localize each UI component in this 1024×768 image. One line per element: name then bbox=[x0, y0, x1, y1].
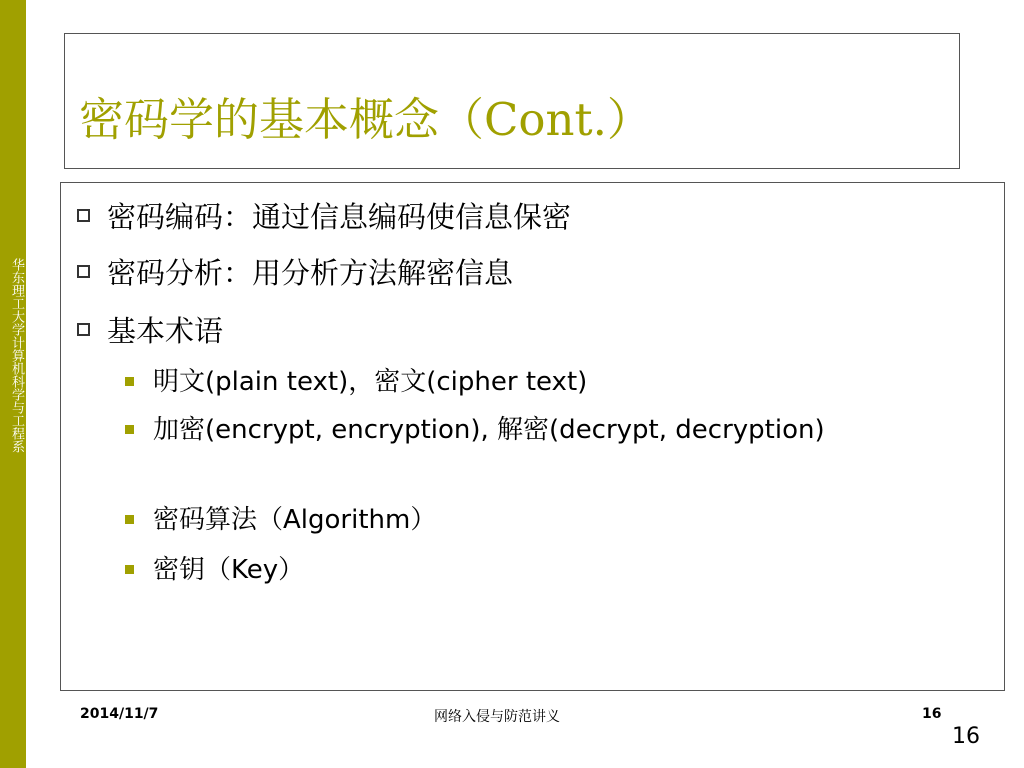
title-placeholder bbox=[64, 33, 960, 169]
slide-title: 密码学的基本概念（Cont.） bbox=[79, 93, 652, 146]
hollow-square-bullet-icon bbox=[77, 265, 90, 278]
sub-bullet-text: 密钥（Key） bbox=[153, 555, 305, 585]
footer-slide-number: 16 bbox=[922, 706, 942, 722]
sub-bullet-item-1 bbox=[125, 363, 845, 401]
bullet-item-3 bbox=[77, 309, 223, 349]
sub-bullet-item-3 bbox=[125, 501, 845, 539]
filled-square-bullet-icon bbox=[125, 515, 134, 524]
sub-bullet-item-2 bbox=[125, 411, 845, 449]
bullet-item-1 bbox=[77, 195, 571, 235]
bullet-text: 密码编码：通过信息编码使信息保密 bbox=[107, 199, 572, 234]
sub-bullet-text: 加密(encrypt, encryption), 解密(decrypt, decryption) bbox=[153, 415, 825, 445]
bullet-text: 密码分析：用分析方法解密信息 bbox=[107, 255, 514, 290]
filled-square-bullet-icon bbox=[125, 377, 134, 386]
hollow-square-bullet-icon bbox=[77, 323, 90, 336]
footer-title: 网络入侵与防范讲义 bbox=[434, 709, 560, 725]
page-number: 16 bbox=[952, 724, 980, 749]
bullet-text: 基本术语 bbox=[107, 313, 224, 348]
filled-square-bullet-icon bbox=[125, 425, 134, 434]
content-placeholder bbox=[60, 182, 1005, 691]
sidebar-strip bbox=[0, 0, 26, 768]
sub-bullet-item-4 bbox=[125, 551, 845, 589]
sub-bullet-text: 明文(plain text)，密文(cipher text) bbox=[153, 367, 588, 397]
bullet-item-2 bbox=[77, 251, 513, 291]
footer-date: 2014/11/7 bbox=[80, 706, 159, 722]
sidebar-institution-text: 华东理工大学计算机科学与工程系 bbox=[9, 258, 24, 453]
filled-square-bullet-icon bbox=[125, 565, 134, 574]
hollow-square-bullet-icon bbox=[77, 209, 90, 222]
sub-bullet-text: 密码算法（Algorithm） bbox=[153, 505, 437, 535]
